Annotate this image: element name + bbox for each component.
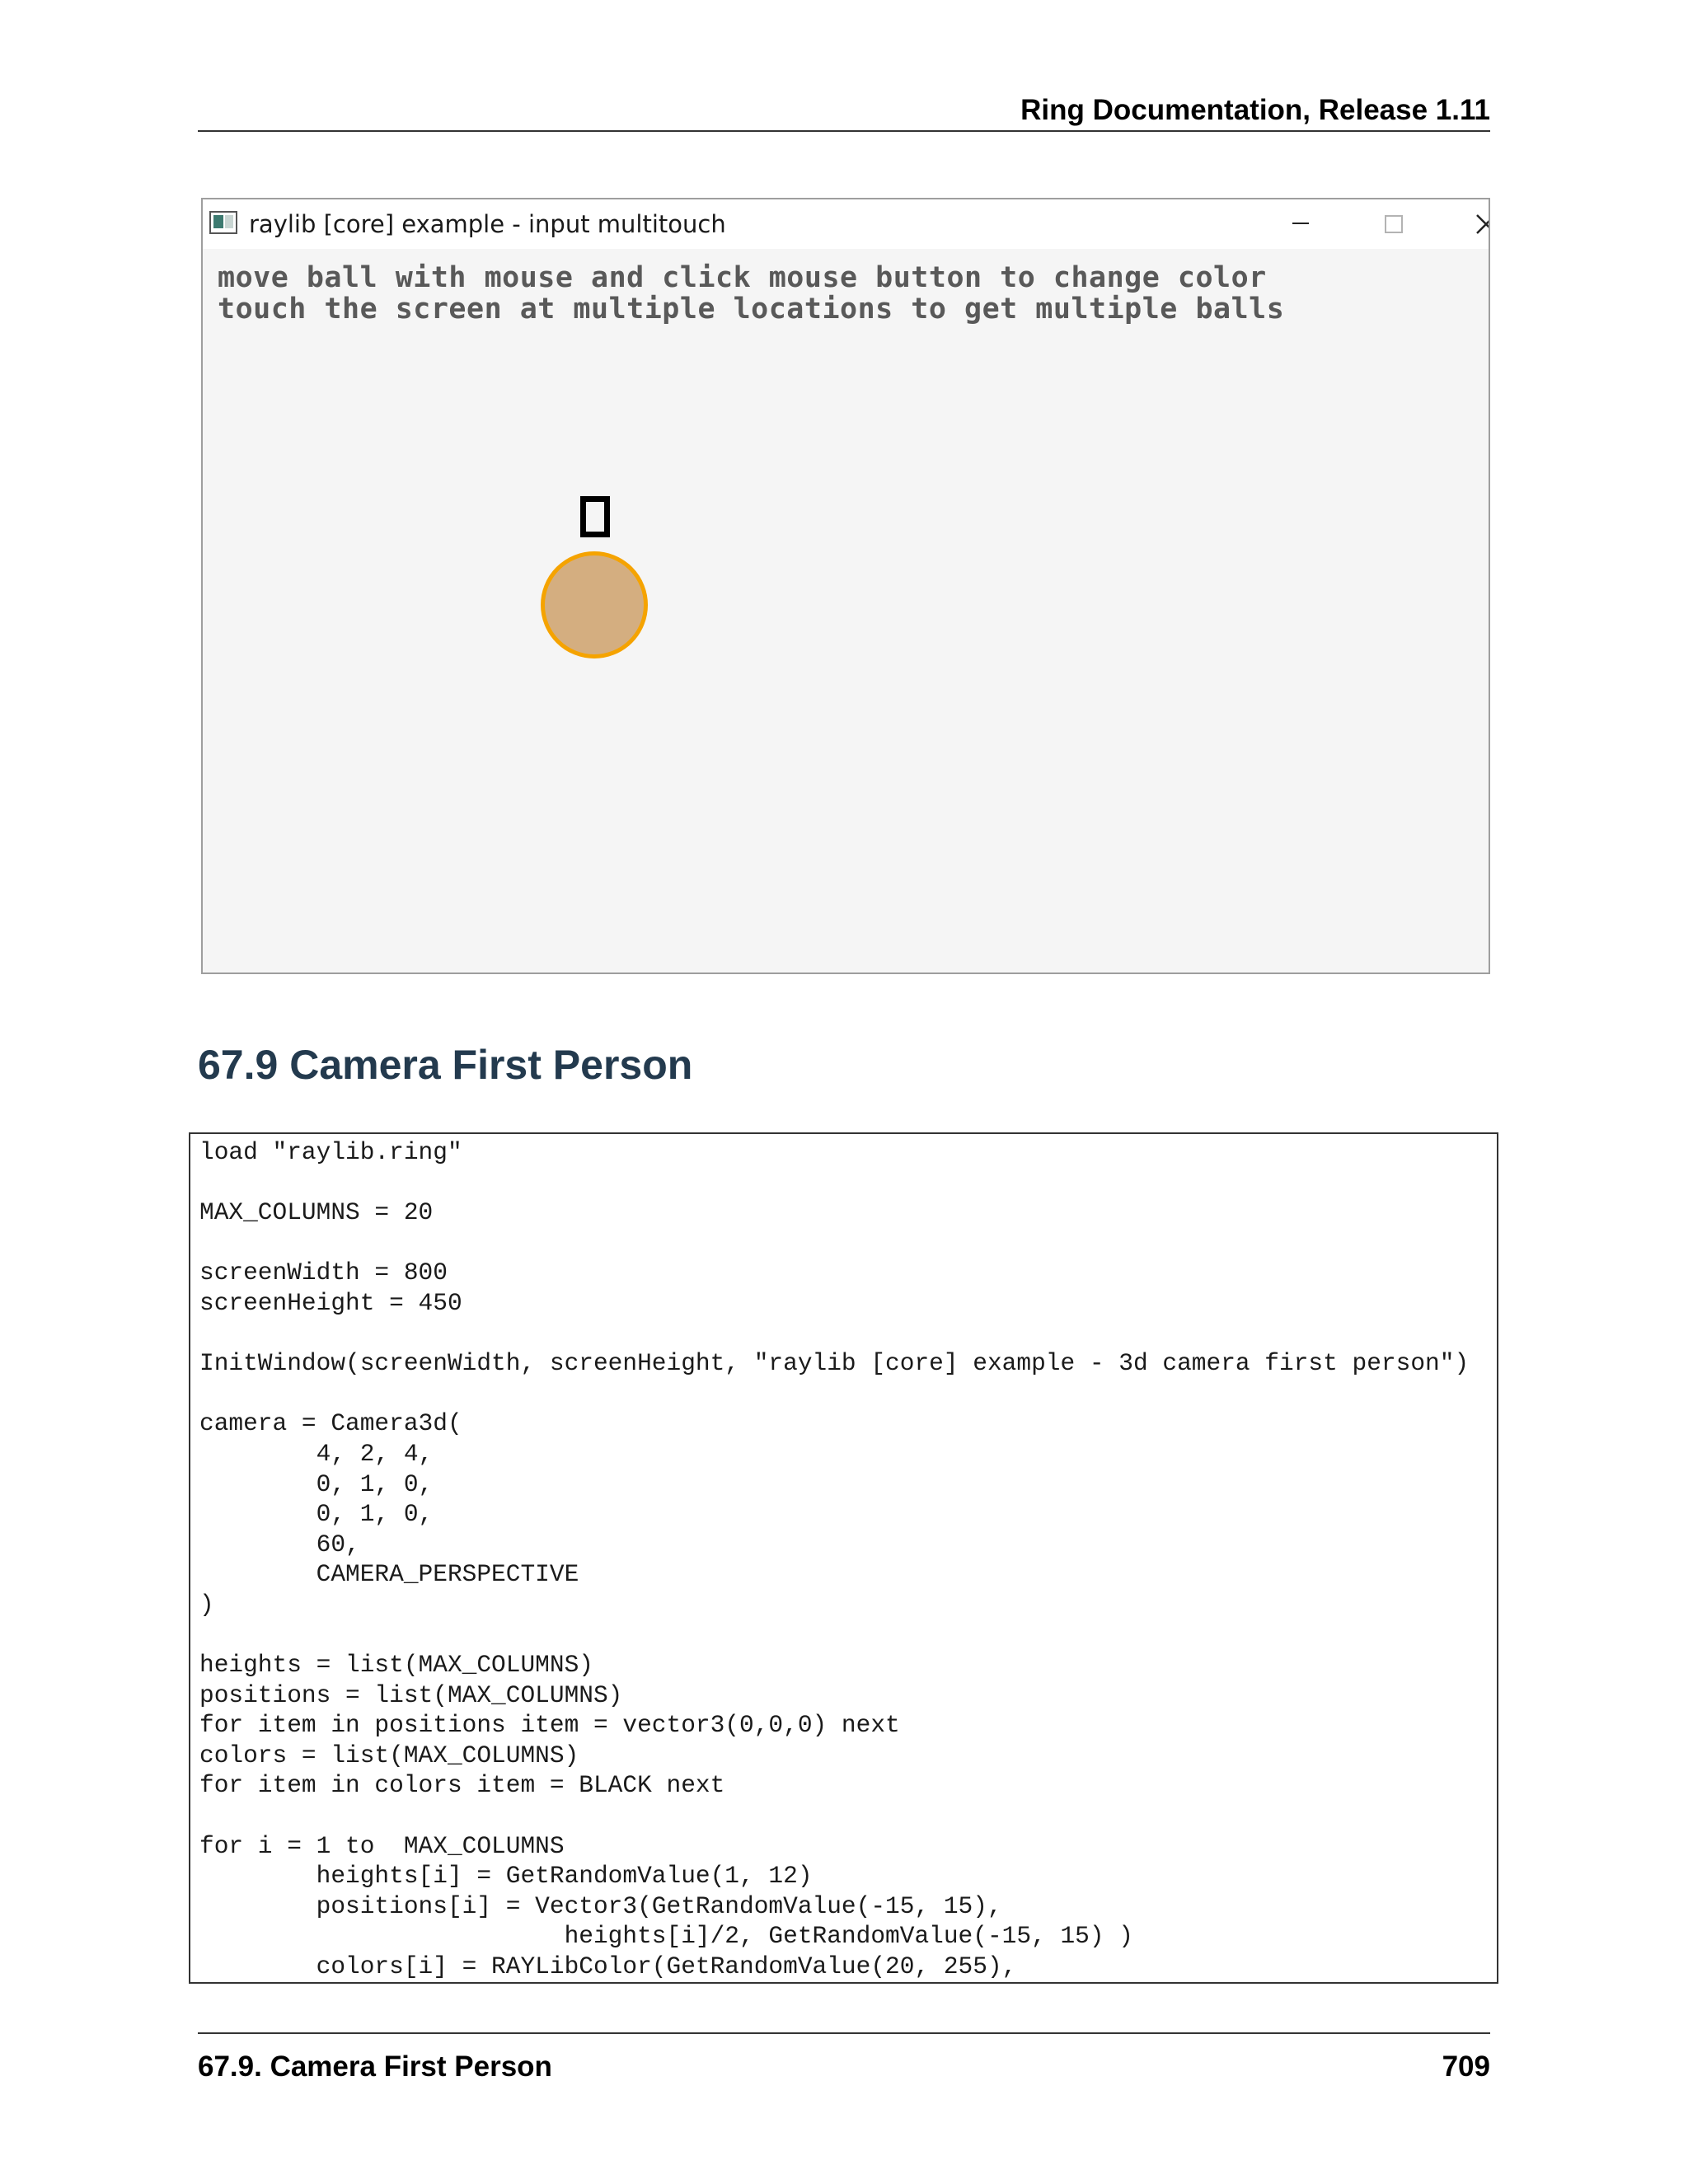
ball[interactable]	[541, 551, 648, 658]
instruction-line: move ball with mouse and click mouse button to change color	[218, 261, 1267, 294]
app-icon	[209, 211, 237, 234]
screenshot-window	[201, 198, 1490, 974]
minimize-button[interactable]	[1254, 199, 1347, 249]
page-number: 709	[1442, 2050, 1490, 2083]
code-block	[189, 1132, 1498, 1984]
code-text: load "raylib.ring" MAX_COLUMNS = 20 screenWidth = 800 screenHeight = 450 InitWindow(screenWidth, screenHeight, "raylib [core] example - 3d camera first person") camera = Camera3d( 4, 2, 4, 0, 1, 0, 0, 1, 0, 60, CAMERA_PERSPECTIVE ) heights = list(MAX_COLUMNS) positions = list(MAX_COLUMNS) for item in positions item = vector3(0,0,0) next colors = list(MAX_COLUMNS) for item in colors item = BLACK next for i = 1 to MAX_COLUMNS heights[i] = GetRandomValue(1, 12) positions[i] = Vector3(GetRandomValue(-15, 15), heights[i]/2, GetRandomValue(-15, 15) ) colors[i] = RAYLibColor(GetRandomValue(20, 255),	[199, 1138, 1470, 1981]
instruction-line: touch the screen at multiple locations to get multiple balls	[218, 293, 1285, 326]
minimize-icon	[1254, 199, 1347, 249]
maximize-button[interactable]	[1347, 199, 1439, 249]
doc-title: Ring Documentation, Release 1.11	[1020, 94, 1490, 126]
maximize-icon	[1347, 199, 1439, 249]
close-button[interactable]	[1439, 199, 1490, 249]
game-canvas[interactable]	[203, 249, 1489, 974]
close-icon	[1439, 199, 1490, 249]
footer-section-title: 67.9. Camera First Person	[198, 2050, 552, 2083]
page-footer	[198, 2032, 1490, 2098]
window-titlebar	[203, 199, 1489, 249]
cursor-marker	[580, 496, 610, 537]
window-title: raylib [core] example - input multitouch	[249, 210, 726, 238]
page-header	[198, 82, 1490, 132]
section-heading: 67.9 Camera First Person	[198, 1042, 693, 1088]
